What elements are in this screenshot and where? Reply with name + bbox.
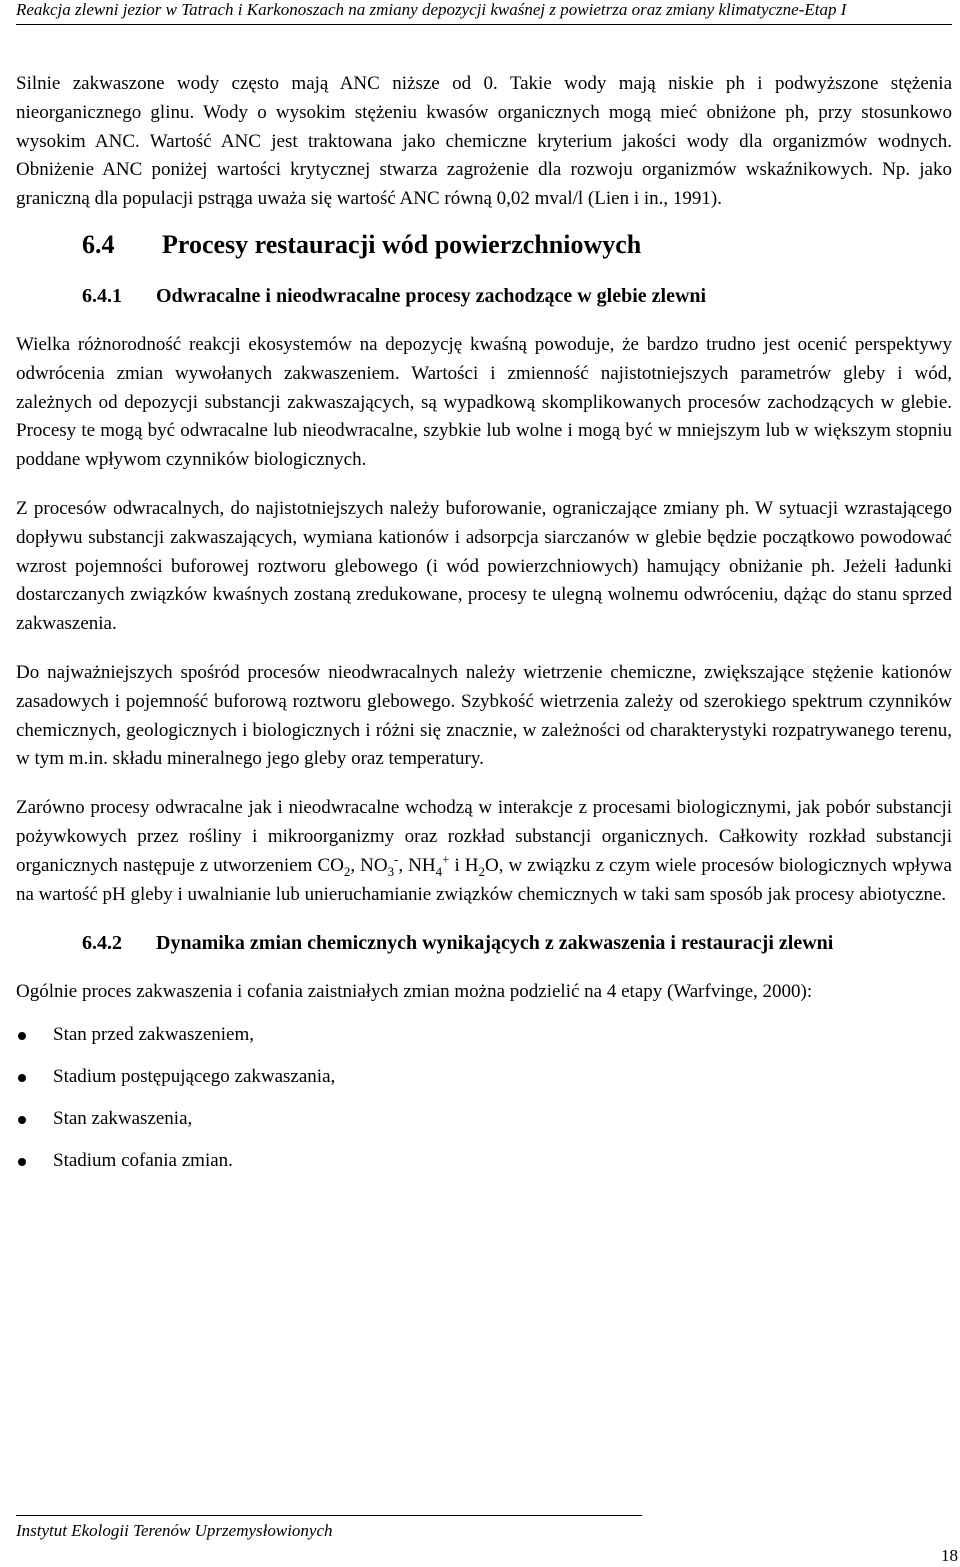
subsection-title: Odwracalne i nieodwracalne procesy zachodzące w glebie zlewni <box>156 284 707 307</box>
running-header: Reakcja zlewni jezior w Tatrach i Karkonoszach na zmiany depozycji kwaśnej z powietrza oraz zmiany klimatyczne-Etap I <box>16 0 847 19</box>
stages-list <box>16 1021 952 1175</box>
intro-paragraph: Silnie zakwaszone wody często mają ANC niższe od 0. Takie wody mają niskie ph i podwyższone stężenia nieorganicznego glinu. Wody o wysokim stężeniu kwasów organicznych mogą mieć obniżone ph, przy stosunkowo wysokim ANC. Wartość ANC jest traktowana jako chemiczne kryterium jakości wody dla organizmów wodnych. Obniżenie ANC poniżej wartości krytycznej stwarza zagrożenie dla rozwoju organizmów wskaźnikowych. Np. jako graniczną dla populacji pstrąga uważa się wartość ANC równą 0,02 mval/l (Lien i in., 1991). <box>16 73 952 210</box>
footer-rule <box>16 1515 642 1516</box>
bullet-icon <box>18 1116 26 1124</box>
document-page <box>16 0 958 1567</box>
bullet-icon <box>18 1158 26 1166</box>
paragraph: Ogólnie proces zakwaszenia i cofania zaistniałych zmian można podzielić na 4 etapy (Warfvinge, 2000): <box>16 981 813 1003</box>
page-content <box>16 70 952 1188</box>
paragraph-chemistry: Zarówno procesy odwracalne jak i nieodwracalne wchodzą w interakcje z procesami biologicznymi, jak pobór substancji pożywkowych przez rośliny i mikroorganizmy oraz rozkład substancji organicznych. Całkowity rozkład substancji organicznych następuje z utworzeniem $CO_2$, $NO_3^-$, $NH_4^+$ i $H_2O$, w związku z czym wiele procesów biologicznych wpływa na wartość pH gleby i uwalnianie lub unieruchamianie związków chemicznych w taki sam sposób jak procesy abiotyczne. <box>16 797 952 905</box>
paragraph: Z procesów odwracalnych, do najistotniejszych należy buforowanie, ograniczające zmiany ph. W sytuacji wzrastającego dopływu substancji zakwaszających, wymiana kationów i adsorpcja siarczanów w glebie będzie początkowo powodować wzrost pojemności buforowej roztworu glebowego (i wód powierzchniowych) hamujący obniżanie ph. Jeżeli ładunki dostarczanych związków kwaśnych zostaną zredukowane, procesy te ulegną wolnemu odwróceniu, dążąc do stanu sprzed zakwaszenia. <box>16 497 952 635</box>
section-heading-6-4 <box>82 228 952 262</box>
paragraph: Wielka różnorodność reakcji ekosystemów na depozycję kwaśną powoduje, że bardzo trudno jest ocenić perspektywy odwrócenia zmian wywołanych zakwaszeniem. Wartości i zmienność najistotniejszych parametrów gleby i wód, zależnych od depozycji substancji zakwaszających, są wypadkową skomplikowanych procesów zachodzących w glebie. Procesy te mogą być odwracalne lub nieodwracalne, szybkie lub wolne i mogą być w mniejszym lub w większym stopniu poddane wpływom czynników biologicznych. <box>16 333 952 471</box>
bullet-icon <box>18 1074 26 1082</box>
subsection-title: Dynamika zmian chemicznych wynikających z zakwaszenia i restauracji zlewni <box>156 932 834 955</box>
section-number: 6.4 <box>82 229 115 259</box>
footer-institute: Instytut Ekologii Terenów Uprzemysłowionych <box>16 1521 333 1540</box>
subsection-heading-6-4-1 <box>82 282 952 311</box>
list-item: Stadium postępującego zakwaszania, <box>16 1063 952 1092</box>
list-item: Stadium cofania zmian. <box>16 1147 952 1176</box>
bullet-icon <box>18 1032 26 1040</box>
list-item: Stan zakwaszenia, <box>16 1105 952 1134</box>
subsection-heading-6-4-2 <box>82 929 952 958</box>
section-title: Procesy restauracji wód powierzchniowych <box>162 229 642 259</box>
subsection-number: 6.4.2 <box>82 932 122 955</box>
paragraph: Do najważniejszych spośród procesów nieodwracalnych należy wietrzenie chemiczne, zwiększające stężenie kationów zasadowych i pojemność buforową roztworu glebowego. Szybkość wietrzenia zależy od szerokiego spektrum czynników chemicznych, geologicznych i biologicznych i różni się znacznie, w zależności od charakterystyki rozpatrywanego terenu, w tym m.in. składu mineralnego jego gleby oraz temperatury. <box>16 661 952 770</box>
page-number: 18 <box>941 1546 958 1565</box>
list-item: Stan przed zakwaszeniem, <box>16 1021 952 1050</box>
header-rule <box>16 24 952 25</box>
subsection-number: 6.4.1 <box>82 284 122 307</box>
